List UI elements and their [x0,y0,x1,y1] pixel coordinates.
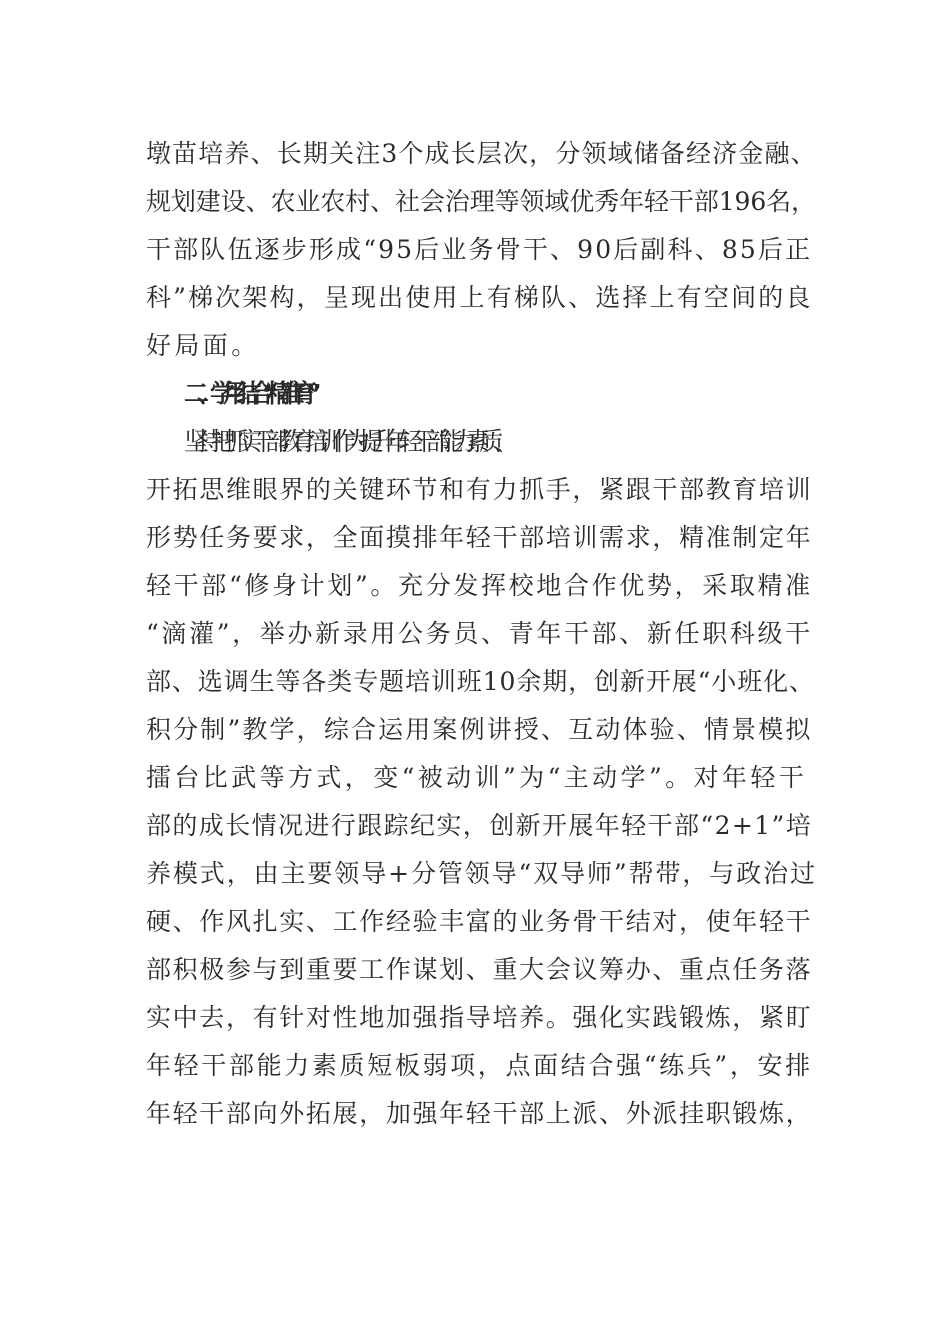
paragraph-line: 干部队伍逐步形成“95后业务骨干、90后副科、85后正 [146,235,813,264]
paragraph-line: 科”梯次架构，呈现出使用上有梯队、选择上有空间的良 [146,283,813,312]
paragraph-line: 年轻干部向外拓展，加强年轻干部上派、外派挂职锻炼， [146,1099,813,1128]
paragraph-line: “滴灌”，举办新录用公务员、青年干部、新任职科级干 [146,619,813,648]
paragraph-line: 实中去，有针对性地加强指导培养。强化实践锻炼，紧盯 [146,1003,813,1032]
paragraph-line: 部、选调生等各类专题培训班10余期，创新开展“小班化、 [146,667,815,696]
paragraph-line: 部的成长情况进行跟踪纪实，创新开展年轻干部“2+1”培 [146,811,813,840]
paragraph-line: 硬、作风扎实、工作经验丰富的业务骨干结对，使年轻干 [146,907,813,936]
paragraph-line: 年轻干部能力素质短板弱项，点面结合强“练兵”，安排 [146,1051,813,1080]
paragraph-line: 养模式，由主要领导+分管领导“双导师”帮带，与政治过 [146,859,817,888]
paragraph-line: 墩苗培养、长期关注3个成长层次，分领域储备经济金融、 [146,139,817,168]
paragraph-line: 擂台比武等方式，变“被动训”为“主动学”。对年轻干 [146,763,808,792]
paragraph-line: 好局面。 [146,331,260,360]
paragraph-line: 轻干部“修身计划”。充分发挥校地合作优势，采取精准 [146,571,813,600]
paragraph-line: 坚持把抓实干部教育培训作为提升年轻干部能力素质、 [184,427,506,456]
paragraph-line: 形势任务要求，全面摸排年轻干部培训需求，精准制定年 [146,523,813,552]
section-heading: 二、学用结合“精准育” [184,379,310,408]
paragraph-line: 积分制”教学，综合运用案例讲授、互动体验、情景模拟 [146,715,813,744]
paragraph-line: 开拓思维眼界的关键环节和有力抓手，紧跟干部教育培训 [146,475,813,504]
paragraph-line: 部积极参与到重要工作谋划、重大会议筹办、重点任务落 [146,955,813,984]
paragraph-line: 规划建设、农业农村、社会治理等领域优秀年轻干部196名， [146,187,816,216]
